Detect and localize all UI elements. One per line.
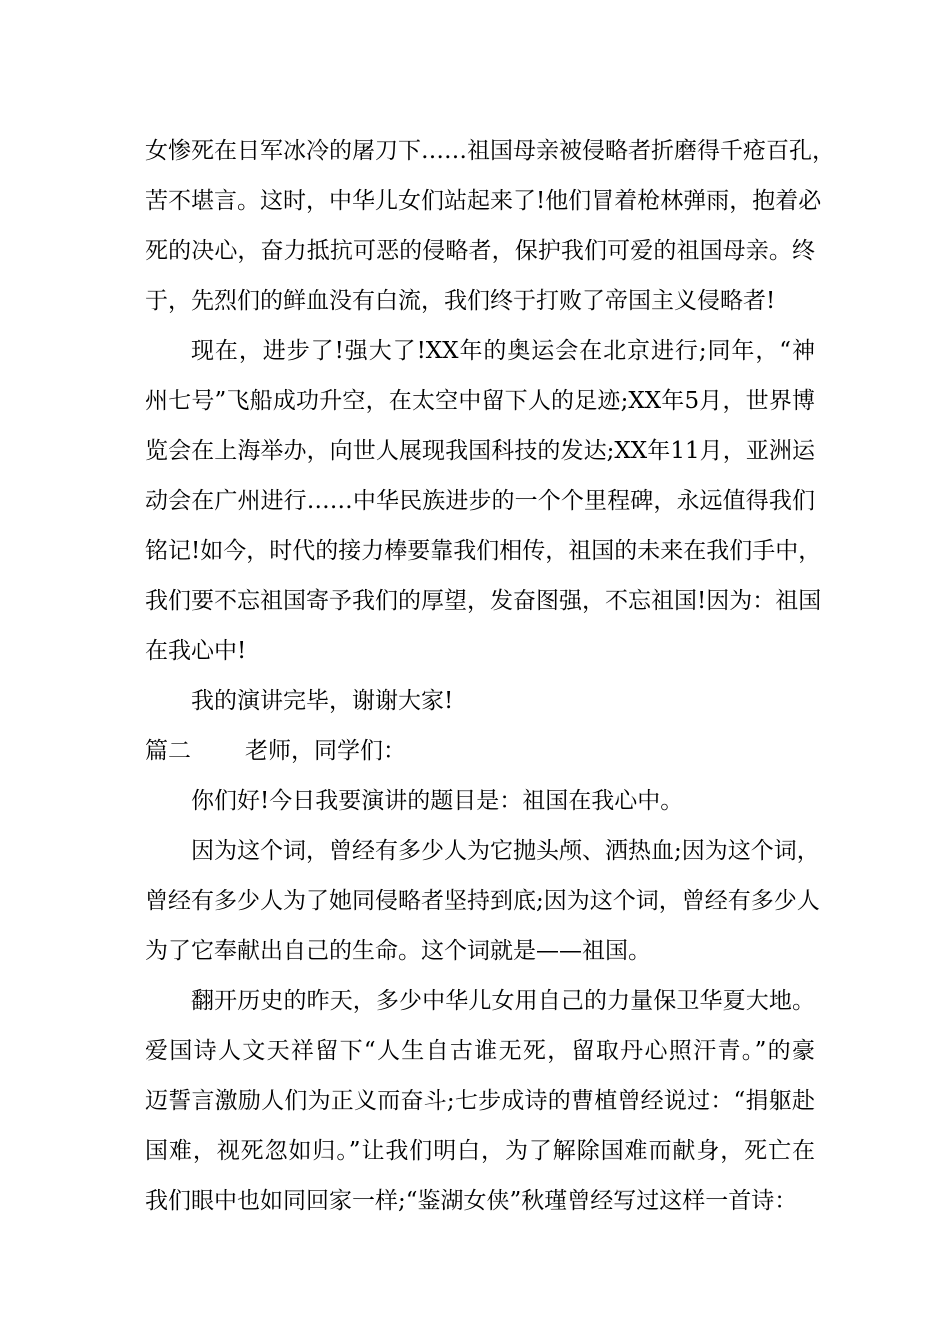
text-line: 翻开历史的昨天，多少中华儿女用自己的力量保卫华夏大地。 — [191, 988, 815, 1014]
text-line: 我们眼中也如同回家一样;“鉴湖女侠”秋瑾曾经写过这样一首诗： — [145, 1188, 798, 1214]
text-line: 州七号”飞船成功升空，在太空中留下人的足迹;XX年5月，世界博 — [145, 388, 815, 414]
paragraph — [145, 776, 815, 826]
text-line: 国难，视死忽如归。”让我们明白，为了解除国难而献身，死亡在 — [145, 1138, 815, 1164]
text-line: 于，先烈们的鲜血没有白流，我们终于打败了帝国主义侵略者! — [145, 288, 776, 314]
section-heading — [145, 726, 815, 776]
text-line: 铭记!如今，时代的接力棒要靠我们相传，祖国的未来在我们手中， — [145, 538, 822, 564]
text-line: 你们好!今日我要演讲的题目是：祖国在我心中。 — [191, 788, 684, 814]
section-salutation: 老师，同学们： — [245, 738, 406, 764]
text-line: 在我心中! — [145, 638, 247, 664]
paragraph — [145, 126, 835, 326]
text-line: 现在，进步了!强大了!XX年的奥运会在北京进行;同年，“神 — [191, 338, 815, 364]
text-line: 苦不堪言。这时，中华儿女们站起来了!他们冒着枪林弹雨，抱着必 — [145, 188, 822, 214]
document-body — [145, 126, 835, 1226]
text-line: 我们要不忘祖国寄予我们的厚望，发奋图强，不忘祖国!因为：祖国 — [145, 588, 822, 614]
paragraph — [145, 326, 822, 676]
text-line: 因为这个词，曾经有多少人为它抛头颅、洒热血;因为这个词， — [191, 838, 820, 864]
text-line: 女惨死在日军冰冷的屠刀下……祖国母亲被侵略者折磨得千疮百孔， — [145, 138, 835, 164]
text-line: 览会在上海举办，向世人展现我国科技的发达;XX年11月，亚洲运 — [145, 438, 815, 464]
text-line: 我的演讲完毕，谢谢大家! — [191, 688, 454, 714]
paragraph — [145, 826, 820, 976]
text-line: 为了它奉献出自己的生命。这个词就是——祖国。 — [145, 938, 651, 964]
paragraph — [145, 976, 815, 1226]
text-line: 动会在广州进行……中华民族进步的一个个里程碑，永远值得我们 — [145, 488, 815, 514]
text-line: 迈誓言激励人们为正义而奋斗;七步成诗的曹植曾经说过：“捐躯赴 — [145, 1088, 815, 1114]
text-line: 爱国诗人文天祥留下“人生自古谁无死，留取丹心照汗青。”的豪 — [145, 1038, 815, 1064]
paragraph — [145, 676, 815, 726]
section-label: 篇二 — [145, 738, 191, 764]
text-line: 曾经有多少人为了她同侵略者坚持到底;因为这个词，曾经有多少人 — [145, 888, 820, 914]
text-line: 死的决心，奋力抵抗可恶的侵略者，保护我们可爱的祖国母亲。终 — [145, 238, 815, 264]
